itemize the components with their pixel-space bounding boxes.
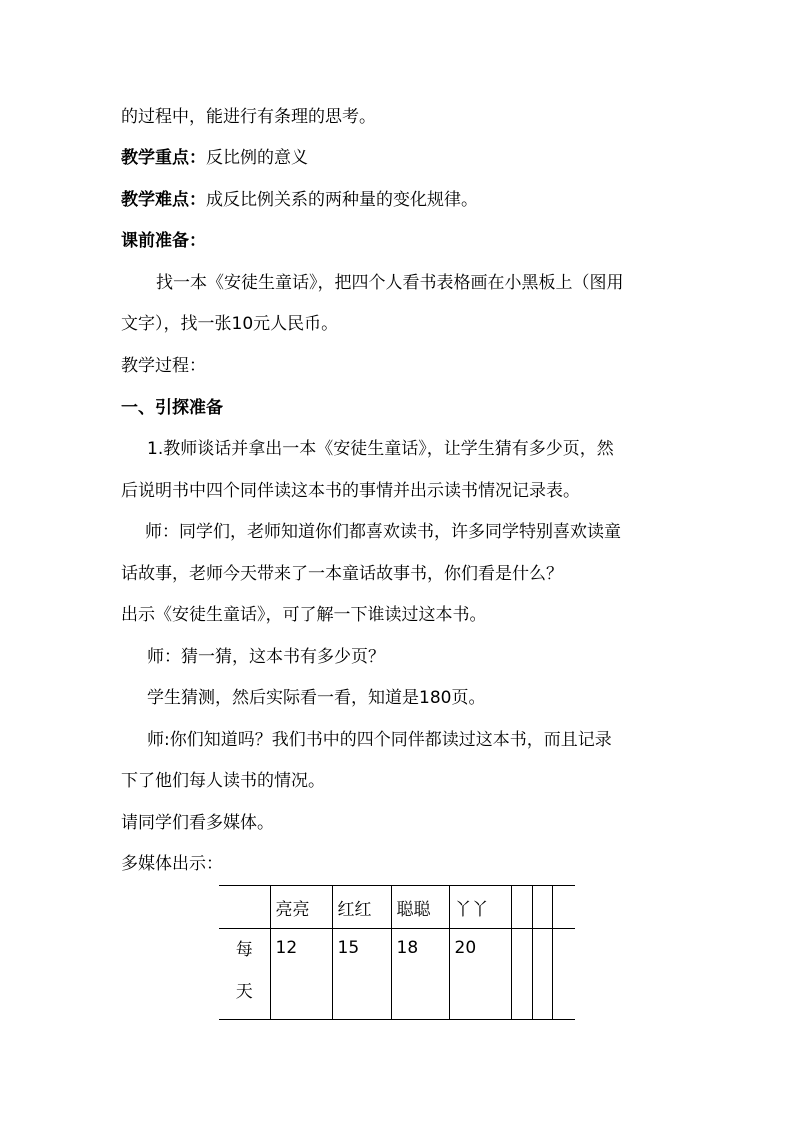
paragraph-line: 学生猜测，然后实际看一看，知道是180页。: [147, 688, 486, 708]
table-header-cell: [219, 886, 270, 929]
difficulty-line: [121, 189, 478, 211]
row-label-line: 天: [235, 982, 253, 1002]
paragraph-line: 师：猜一猜，这本书有多少页？: [147, 647, 385, 667]
row-label-cell: [219, 929, 270, 1020]
paragraph-line: 文字），找一张10元人民币。: [121, 314, 339, 334]
table-header-cell: 亮亮: [270, 886, 332, 929]
table-cell: 12: [270, 929, 332, 1020]
paragraph-line: 多媒体出示：: [121, 854, 223, 874]
table-cell: 18: [391, 929, 449, 1020]
paragraph-line: 找一本《安徒生童话》，把四个人看书表格画在小黑板上（图用: [156, 273, 624, 293]
paragraph-line: 出示《安徒生童话》，可了解一下谁读过这本书。: [121, 605, 487, 625]
section-heading: 一、引探准备: [121, 398, 223, 418]
preparation-heading: 课前准备：: [121, 231, 206, 251]
paragraph-line: 后说明书中四个同伴读这本书的事情并出示读书情况记录表。: [121, 481, 580, 501]
table-header-cell: [552, 886, 575, 929]
paragraph-line: 师：同学们，老师知道你们都喜欢读书，许多同学特别喜欢读童: [145, 522, 621, 542]
table-header-row: [219, 886, 575, 929]
table-cell: [552, 929, 575, 1020]
table-header-cell: 丫丫: [449, 886, 511, 929]
difficulty-label: 教学难点：: [121, 190, 206, 210]
table-header-cell: [532, 886, 552, 929]
paragraph-line: 1.教师谈话并拿出一本《安徒生童话》，让学生猜有多少页，然: [147, 439, 614, 459]
paragraph-line: 请同学们看多媒体。: [121, 813, 274, 833]
reading-record-table: [219, 885, 575, 1020]
difficulty-text: 成反比例关系的两种量的变化规律。: [206, 190, 478, 210]
paragraph-line: 的过程中，能进行有条理的思考。: [121, 107, 376, 127]
paragraph-line: 师:你们知道吗？我们书中的四个同伴都读过这本书，而且记录: [147, 730, 612, 750]
table-cell: 15: [332, 929, 391, 1020]
process-heading: 教学过程：: [121, 356, 206, 376]
paragraph-line: 话故事，老师今天带来了一本童话故事书，你们看是什么？: [121, 564, 563, 584]
table-row: [219, 929, 575, 1020]
key-point-line: [121, 147, 308, 169]
key-point-label: 教学重点：: [121, 148, 206, 168]
table-cell: [511, 929, 532, 1020]
table-cell: [532, 929, 552, 1020]
key-point-text: 反比例的意义: [206, 148, 308, 168]
table-cell: 20: [449, 929, 511, 1020]
table-header-cell: [511, 886, 532, 929]
table-header-cell: 聪聪: [391, 886, 449, 929]
paragraph-line: 下了他们每人读书的情况。: [121, 771, 325, 791]
row-label-line: 每: [235, 940, 253, 960]
table-header-cell: 红红: [332, 886, 391, 929]
